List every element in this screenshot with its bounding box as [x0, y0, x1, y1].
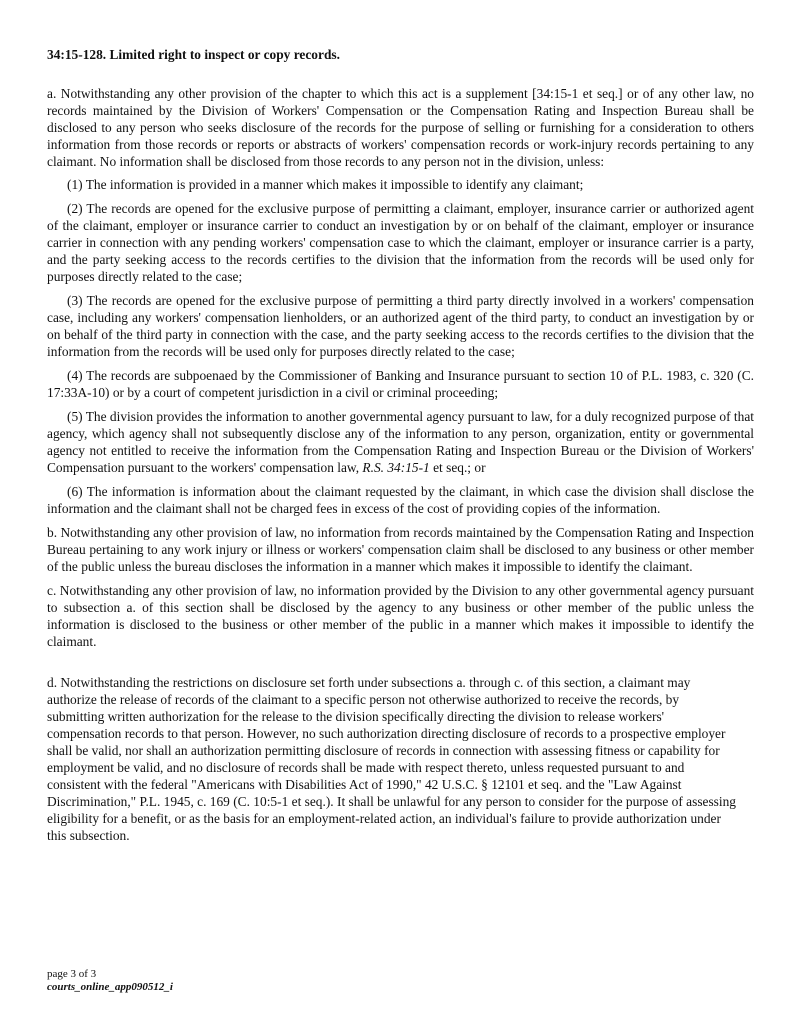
paragraph-a6: (6) The information is information about the claimant requested by the claimant, in which case the division shall disclose the information and the claimant shall not be charged fees in excess of the cost of providing copies of the information. [47, 484, 754, 516]
paragraph-a5-text: (5) The division provides the information to another governmental agency pursuant to law, for a duly recognized purpose of that agency, which agency shall not subsequently disclose any of the information to any person, organization, entity or governmental agency not entitled to receive the information from the Compensation Rating and Inspection Bureau or the Division of Workers' Compensation pursuant to the workers' compensation law, [47, 409, 754, 475]
paragraph-a1: (1) The information is provided in a manner which makes it impossible to identify any claimant; [67, 177, 584, 192]
paragraph-a5 [47, 408, 754, 476]
paragraph-d: d. Notwithstanding the restrictions on disclosure set forth under subsections a. through c. of this section, a claimant may authorize the release of records of the claimant to a specific person not otherwise authorized to receive the records, by submitting written authorization for the release to the division specifically directing the division to release workers' compensation records to that person. However, no such authorization directing disclosure of records to a prospective employer shall be valid, nor shall an authorization permitting disclosure of records in connection with assessing fitness or capability for employment be valid, and no disclosure of records shall be made with respect thereto, unless requested pursuant to and consistent with the federal "Americans with Disabilities Act of 1990," 42 U.S.C. § 12101 et seq. and the "Law Against Discrimination," P.L. 1945, c. 169 (C. 10:5-1 et seq.). It shall be unlawful for any person to consider for the purpose of assessing eligibility for a benefit, or as the basis for an employment-related action, an individual's failure to provide authorization under this subsection. [47, 675, 737, 843]
paragraph-a4: (4) The records are subpoenaed by the Commissioner of Banking and Insurance pursuant to section 10 of P.L. 1983, c. 320 (C. 17:33A-10) or by a court of competent jurisdiction in a civil or criminal proceeding; [47, 368, 754, 400]
statute-citation: R.S. 34:15-1 [362, 460, 430, 475]
document-body [47, 46, 754, 844]
document-id: courts_online_app090512_i [47, 981, 173, 993]
paragraph-c: c. Notwithstanding any other provision of law, no information provided by the Division to any other governmental agency pursuant to subsection a. of this section shall be disclosed by the agency to any business or other member of the public unless the information is disclosed to the business or other member of the public in a manner which makes it impossible to identify the claimant. [47, 583, 754, 649]
paragraph-b: b. Notwithstanding any other provision of law, no information from records maintained by the Compensation Rating and Inspection Bureau pertaining to any work injury or illness or workers' compensation claim shall be disclosed to any business or other member of the public unless the bureau discloses the information in a manner which makes it impossible to identify the claimant. [47, 525, 754, 574]
page-number: page 3 of 3 [47, 968, 97, 980]
page-footer [47, 968, 173, 994]
paragraph-a5-end: et seq.; or [429, 460, 486, 475]
section-title: 34:15-128. Limited right to inspect or copy records. [47, 47, 340, 62]
paragraph-a2: (2) The records are opened for the exclusive purpose of permitting a claimant, employer, insurance carrier or authorized agent of the claimant, employer or insurance carrier to conduct an investigation by or on behalf of the claimant, employer or insurance carrier in connection with any pending workers' compensation case to which the claimant, employer or insurance carrier is a party, and the party seeking access to the records certifies to the division that the information from the records will be used only for purposes directly related to the case; [47, 201, 754, 284]
paragraph-a3: (3) The records are opened for the exclusive purpose of permitting a third party directly involved in a workers' compensation case, including any workers' compensation lienholders, or an authorized agent of the third party, to conduct an investigation by or on behalf of the third party in connection with the case, and the party seeking access to the records certifies to the division that the information from the records will be used only for purposes directly related to the case; [47, 293, 754, 359]
paragraph-a: a. Notwithstanding any other provision of the chapter to which this act is a supplement [34:15-1 et seq.] or of any other law, no records maintained by the Division of Workers' Compensation or the Compensation Rating and Inspection Bureau shall be disclosed to any person who seeks disclosure of the records for the purpose of selling or furnishing for a consideration to others information from those records or reports or abstracts of workers' compensation records or work-injury records pertaining to any claimant. No information shall be disclosed from those records to any person not in the division, unless: [47, 86, 754, 169]
